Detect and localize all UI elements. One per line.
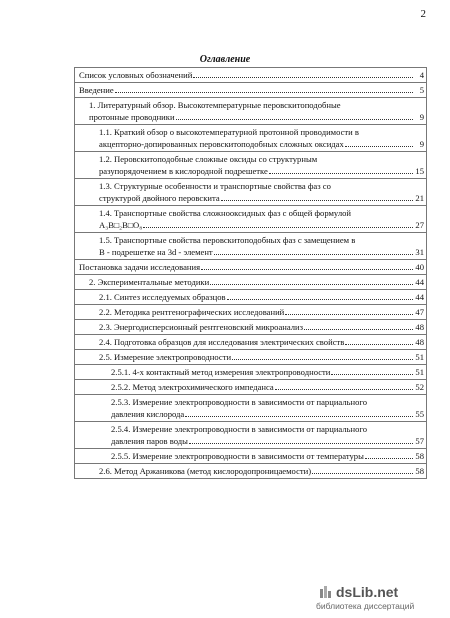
toc-leader-dots xyxy=(232,359,413,360)
watermark-logo-text: dsLib.net xyxy=(336,584,399,600)
toc-entry[interactable] xyxy=(75,394,427,421)
watermark-subtitle: библиотека диссертаций xyxy=(316,601,415,611)
toc-entry-text: 2.4. Подготовка образцов для исследования электрических свойств xyxy=(99,337,345,347)
toc-page-number: 44 xyxy=(415,277,424,287)
toc-entry-text: структурой двойного перовскита xyxy=(99,193,220,203)
toc-entry-text: 2.5.4. Измерение электропроводности в зависимости от парциального xyxy=(111,424,368,434)
toc-page-number: 5 xyxy=(419,85,424,95)
toc-page-number: 31 xyxy=(415,247,424,257)
toc-entry-text: A₃B□₂B□O₈ xyxy=(99,220,143,230)
toc-leader-dots xyxy=(331,374,413,375)
toc-page-number: 48 xyxy=(415,337,424,347)
toc-leader-dots xyxy=(185,416,413,417)
toc-entry-text: 1. Литературный обзор. Высокотемпературные перовскитоподобные xyxy=(89,100,341,110)
toc-entry[interactable] xyxy=(75,274,427,289)
toc-entry[interactable] xyxy=(75,304,427,319)
toc-title: Оглавление xyxy=(199,54,251,65)
toc-entry[interactable] xyxy=(75,205,427,232)
toc-leader-dots xyxy=(269,173,413,174)
toc-leader-dots xyxy=(189,443,413,444)
toc-entry-text: давления паров воды xyxy=(111,436,188,446)
page-number: 2 xyxy=(420,8,426,20)
toc-entry-text: 1.5. Транспортные свойства перовскитоподобных фаз с замещением в xyxy=(99,235,356,245)
toc-entry[interactable] xyxy=(75,289,427,304)
toc-entry-text: Список условных обозначений xyxy=(79,70,193,80)
toc-page-number: 4 xyxy=(419,70,424,80)
toc-entry-text: 2.2. Методика рентгенографических исследований xyxy=(99,307,285,317)
toc-entry-text: 1.1. Краткий обзор о высокотемпературной протонной проводимости в xyxy=(99,127,359,137)
toc-page-number: 44 xyxy=(415,292,424,302)
toc-leader-dots xyxy=(312,473,413,474)
watermark xyxy=(316,584,448,616)
toc-entry-text: 2.5. Измерение электропроводности xyxy=(99,352,232,362)
toc-entry[interactable] xyxy=(75,259,427,274)
toc-page-number: 51 xyxy=(415,352,424,362)
toc-entry-text: 1.3. Структурные особенности и транспортные свойства фаз со xyxy=(99,181,331,191)
toc-entry[interactable] xyxy=(75,421,427,448)
toc-entry-text: давления кислорода xyxy=(111,409,185,419)
toc-leader-dots xyxy=(345,344,413,345)
toc-entry-text: 2.6. Метод Аржаникова (метод кислородопроницаемости) xyxy=(99,466,312,476)
toc-entry-text: B - подрешетке на 3d - элемент xyxy=(99,247,213,257)
toc-leader-dots xyxy=(115,92,413,93)
toc-page-number: 9 xyxy=(419,139,424,149)
toc-leader-dots xyxy=(275,389,413,390)
toc-page-number: 27 xyxy=(415,220,424,230)
toc-page-number: 9 xyxy=(419,112,424,122)
toc-entry-text: 2.3. Энергодисперсионный рентгеновский микроанализ xyxy=(99,322,304,332)
toc-entry[interactable] xyxy=(75,463,427,479)
toc-leader-dots xyxy=(221,200,413,201)
toc-entry[interactable] xyxy=(75,334,427,349)
toc-leader-dots xyxy=(285,314,413,315)
toc-leader-dots xyxy=(143,227,413,228)
table-of-contents xyxy=(74,67,427,479)
toc-entry[interactable] xyxy=(75,124,427,151)
toc-leader-dots xyxy=(201,269,413,270)
toc-page-number: 15 xyxy=(415,166,424,176)
toc-entry[interactable] xyxy=(75,364,427,379)
toc-page-number: 57 xyxy=(415,436,424,446)
toc-leader-dots xyxy=(193,77,413,78)
toc-entry[interactable] xyxy=(75,448,427,463)
toc-entry-text: 2.5.2. Метод электрохимического импеданса xyxy=(111,382,274,392)
toc-entry[interactable] xyxy=(75,379,427,394)
toc-page-number: 40 xyxy=(415,262,424,272)
toc-leader-dots xyxy=(365,458,413,459)
toc-entry-text: Введение xyxy=(79,85,114,95)
toc-entry[interactable] xyxy=(75,97,427,124)
toc-entry-text: 2.5.1. 4-х контактный метод измерения электропроводности xyxy=(111,367,331,377)
toc-page-number: 47 xyxy=(415,307,424,317)
toc-entry[interactable] xyxy=(75,178,427,205)
watermark-logo-icon xyxy=(320,586,334,598)
toc-entry-text: 2. Экспериментальные методики xyxy=(89,277,210,287)
toc-entry-text: 2.5.5. Измерение электропроводности в зависимости от температуры xyxy=(111,451,364,461)
toc-leader-dots xyxy=(304,329,413,330)
toc-entry[interactable] xyxy=(75,232,427,259)
toc-leader-dots xyxy=(227,299,413,300)
toc-entry-text: 2.5.3. Измерение электропроводности в зависимости от парциального xyxy=(111,397,368,407)
toc-leader-dots xyxy=(210,284,413,285)
toc-page-number: 58 xyxy=(415,466,424,476)
toc-entry[interactable] xyxy=(75,151,427,178)
toc-page-number: 21 xyxy=(415,193,424,203)
toc-entry[interactable] xyxy=(75,349,427,364)
toc-page-number: 58 xyxy=(415,451,424,461)
toc-entry-text: акцепторно-допированных перовскитоподобных сложных оксидах xyxy=(99,139,344,149)
toc-entry-text: протонные проводники xyxy=(89,112,175,122)
toc-entry-text: 1.4. Транспортные свойства сложнооксидных фаз с общей формулой xyxy=(99,208,352,218)
toc-leader-dots xyxy=(176,119,413,120)
toc-page-number: 55 xyxy=(415,409,424,419)
toc-entry[interactable] xyxy=(75,67,427,82)
toc-entry[interactable] xyxy=(75,82,427,97)
toc-entry-text: 2.1. Синтез исследуемых образцов xyxy=(99,292,226,302)
toc-page-number: 52 xyxy=(415,382,424,392)
toc-leader-dots xyxy=(345,146,413,147)
toc-entry-text: Постановка задачи исследования xyxy=(79,262,201,272)
toc-entry[interactable] xyxy=(75,319,427,334)
toc-entry-text: разупорядочением в кислородной подрешетке xyxy=(99,166,268,176)
toc-leader-dots xyxy=(214,254,413,255)
toc-page-number: 48 xyxy=(415,322,424,332)
toc-page-number: 51 xyxy=(415,367,424,377)
toc-entry-text: 1.2. Перовскитоподобные сложные оксиды со структурным xyxy=(99,154,318,164)
